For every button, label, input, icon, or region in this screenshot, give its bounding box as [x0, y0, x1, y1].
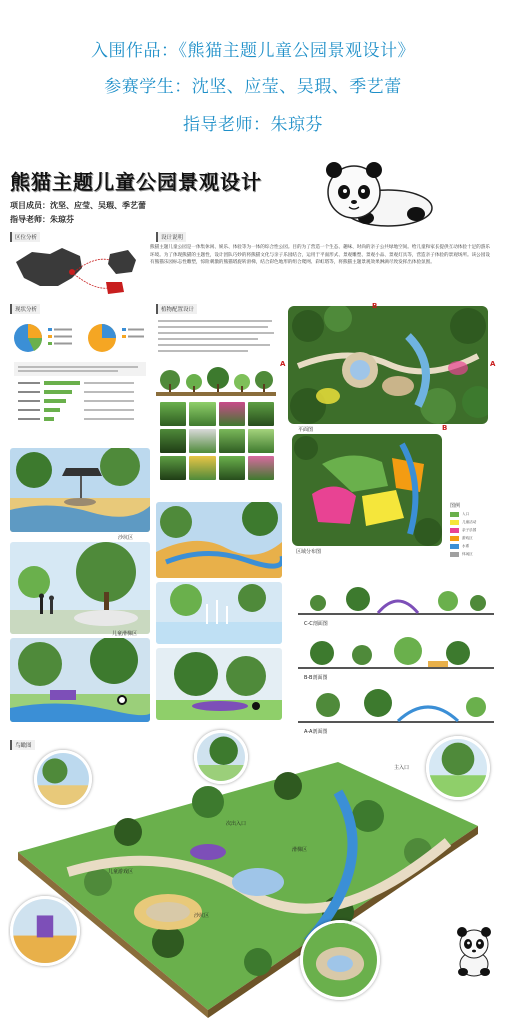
plan-marker-a-left: A — [280, 360, 286, 368]
plant-photo — [160, 429, 186, 453]
location-heading: 区位分析 — [10, 232, 40, 242]
entry-title: 入围作品：《熊猫主题儿童公园景观设计》 — [91, 41, 415, 61]
status-analysis — [10, 306, 150, 436]
poster-members: 项目成员：沈坚、应莹、吴瑕、季艺蕾 — [10, 201, 146, 210]
section-cc-caption: C-C剖面图 — [304, 621, 328, 627]
master-plan-image — [288, 306, 488, 424]
plant-photo — [219, 456, 245, 480]
design-poster — [8, 150, 498, 1018]
aerial-label-exit: 次出入口 — [226, 821, 247, 827]
plant-section-sketch — [156, 364, 276, 400]
legend-item: 入口 — [450, 512, 494, 517]
small-panda-icon — [454, 926, 494, 978]
section-aa-caption: A-A剖面图 — [304, 729, 328, 735]
callout-circle — [10, 896, 80, 966]
zone-caption: 区域分布图 — [296, 549, 322, 555]
sand-area-rendering — [10, 448, 150, 532]
plant-photo — [219, 402, 245, 426]
aerial-label-children: 儿童游戏区 — [108, 869, 134, 875]
slide-area-caption: 儿童滑梯区 — [112, 631, 138, 637]
sand-area-caption: 沙坑区 — [118, 535, 134, 541]
legend-title: 图例 — [450, 503, 461, 509]
plants-heading: 植物配置设计 — [156, 304, 197, 314]
slide-area-rendering — [10, 542, 150, 634]
zone-map-image — [292, 434, 442, 546]
plant-photo — [189, 456, 215, 480]
plant-photo-grid — [160, 402, 274, 480]
plan-marker-b-top: B — [372, 302, 378, 310]
aerial-heading: 鸟瞰图 — [10, 740, 35, 750]
poster-teacher: 指导老师：朱琼芬 — [10, 215, 74, 224]
plant-photo — [189, 402, 215, 426]
status-heading: 现状分析 — [10, 304, 40, 314]
location-map — [10, 242, 150, 302]
plant-text-lines — [156, 318, 276, 362]
legend-item: 游戏区 — [450, 536, 494, 541]
callout-circle — [194, 730, 248, 784]
design-heading: 设计说明 — [156, 232, 186, 242]
aerial-label-sand: 沙坑区 — [194, 913, 210, 919]
plan-marker-a-right: A — [490, 360, 496, 368]
legend-item: 儿童活动 — [450, 520, 494, 525]
plant-photo — [248, 402, 274, 426]
section-bb-caption: B-B剖面图 — [304, 675, 328, 681]
tree-area-rendering — [156, 648, 282, 720]
panda-mascot-icon — [316, 156, 436, 228]
aerial-label-entrance: 主入口 — [394, 765, 410, 771]
legend-item: 水系 — [450, 544, 494, 549]
poster-title: 熊猫主题儿童公园景观设计 — [10, 170, 262, 194]
plan-caption: 平面图 — [298, 427, 314, 433]
aerial-label-slide: 滑梯区 — [292, 847, 308, 853]
plant-photo — [248, 429, 274, 453]
legend-item: 休闲区 — [450, 552, 494, 557]
zone-legend — [450, 502, 494, 560]
fountain-rendering — [156, 502, 282, 578]
students-line: 参赛学生：沈坚、应莹、吴瑕、季艺蕾 — [104, 77, 402, 97]
water-play-rendering — [156, 582, 282, 644]
callout-circle — [426, 736, 490, 800]
callout-circle — [300, 920, 380, 1000]
plan-marker-b-bottom: B — [442, 424, 448, 432]
legend-item: 亲子乐园 — [450, 528, 494, 533]
plant-photo — [248, 456, 274, 480]
play-area-rendering — [10, 638, 150, 722]
plant-photo — [160, 456, 186, 480]
design-description: 熊猫主题儿童公园是一体集休闲、娱乐、体验等为一体的综合性公园。目的为了营造一个生态、趣味、时尚的亲子公共绿地空间。给儿童和家长提供互动体验十足的游乐环境。为了体现熊猫的主题性，设计团队巧妙的将熊猫文化与亲子乐园结合，运用于平面形式、景观雕塑、景观小品、景观灯具等，营造亲子体验的景观场所。该公园设有熊猫乐园标志性雕塑，惊险刺激的熊猫塔旋转滑梯，结合彩色地形的组合爬网、彩虹塔等，将熊猫主题景观效果淋漓尽致发挥出体验氛围。 — [150, 245, 490, 265]
plant-photo — [219, 429, 245, 453]
plant-config — [156, 306, 278, 516]
teacher-line: 指导老师：朱琼芬 — [183, 115, 323, 135]
status-bar-list — [14, 362, 146, 434]
plant-photo — [189, 429, 215, 453]
plant-photo — [160, 402, 186, 426]
status-pie-charts — [12, 318, 148, 358]
section-drawings — [298, 575, 494, 735]
callout-circle — [34, 750, 92, 808]
